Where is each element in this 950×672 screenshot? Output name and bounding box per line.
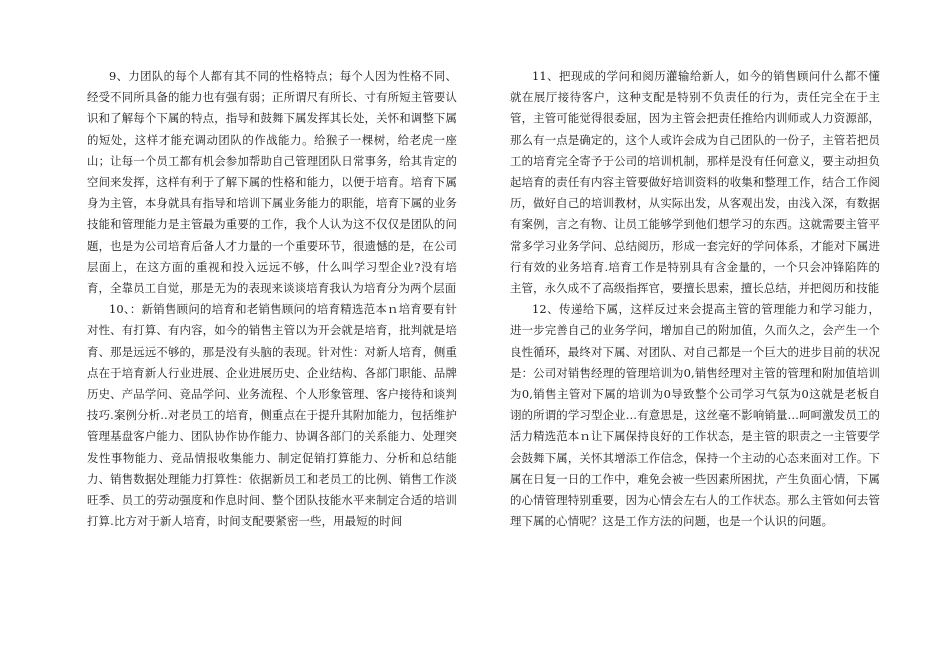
paragraph-10: 10、：新销售顾问的培育和老销售顾问的培育精选范本ｎ培育要有针对性、有打算、有内容，如今的销售主管以为开会就是培育，批判就是培育、那是远远不够的，那是没有头脑的表现。针对性：对新人培育，侧重点在于培育新人行业进展、企业进展历史、企业结构、各部门职能、品牌历史、产品学问、竞品学问、业务流程、个人形象管理、客户接待和谈判技巧.案例分析..对老员工的培育，侧重点在于提升其附加能力，包括维护管理基盘客户能力、团队协作协作能力、协调各部门的关系能力、处理突发性事物能力、竞品情报收集能力、制定促销打算能力、分析和总结能力、销售数据处理能力打算性：依据新员工和老员工的比例、销售工作淡旺季、员工的劳动强度和作息时间、整个团队技能水平来制定合适的培训打算.比方对于新人培育，时间支配要紧密一些，用最短的时间 [87,302,457,529]
left-column [87,66,457,532]
right-column [510,66,880,532]
paragraph-11: 11、把现成的学问和阅历灌输给新人，如今的销售顾问什么都不懂就在展厅接待客户，这种支配是特别不负责任的行为，责任完全在于主管，主管可能觉得很委屈，因为主管会把责任推给内训师或人力资源部，那么有一点是确定的，这个人或许会成为自己团队的一份子，主管若把员工的培育完全寄予于公司的培训机制，那样是没有任何意义，要主动担负起培育的责任有内容主管要做好培训资料的收集和整理工作，结合工作阅历，做好自己的培训教材，从实际出发，从客观出发，由浅入深，有数据有案例，言之有物、让员工能够学到他们想学习的东西。这就需要主管平常多学习业务学问、总结阅历，形成一套完好的学问体系，才能对下属进行有效的业务培育.培育工作是特别具有含金量的，一个只会冲锋陷阵的主管，永久成不了高级指挥官，要擅长思索，擅长总结，并把阅历和技能 [510,69,880,296]
paragraph-12: 12、传递给下属，这样反过来会提高主管的管理能力和学习能力，进一步完善自己的业务学问，增加自己的附加值，久而久之，会产生一个良性循环，最终对下属、对团队、对自己都是一个巨大的进步目前的状况是：公司对销售经理的管理培训为0,销售经理对主管的管理和附加值培训为0,销售主管对下属的培训为0导致整个公司学习气氛为0这就是老板自诩的所谓的学习型企业…有意思是，这丝毫不影响销量…呵呵激发员工的活力精选范本ｎ让下属保持良好的工作状态，是主管的职责之一主管要学会鼓舞下属，关怀其增添工作信念，保持一个主动的心态来面对工作。下属在日复一日的工作中，难免会被一些因素所困扰，产生负面心情，下属的心情管理特别重要，因为心情会左右人的工作状态。那么主管如何去管理下属的心情呢？这是工作方法的问题，也是一个认识的问题。 [510,302,880,529]
paragraph-9: 9、力团队的每个人都有其不同的性格特点；每个人因为性格不同、经受不同所具备的能力也有强有弱；正所谓尺有所长、寸有所短主管要认识和了解每个下属的特点，指导和鼓舞下属发挥其长处，关怀和调整下属的短处，这样才能充调动团队的作战能力。给猴子一棵树，给老虎一座山；让每一个员工都有机会参加帮助自己管理团队日常事务，给其肯定的空间来发挥，这样有利于了解下属的性格和能力，以便于培育。培育下属身为主管，本身就具有指导和培训下属业务能力的职能，培育下属的业务技能和管理能力是主管最为重要的工作，我个人认为这不仅仅是团队的问题，也是为公司培育后备人才力量的一个重要环节，很遗憾的是，在公司层面上，在这方面的重视和投入远远不够，什么叫学习型企业?没有培育，全靠员工自觉，那是无为的表现来谈谈培育我认为培育分为两个层面 [87,69,457,296]
